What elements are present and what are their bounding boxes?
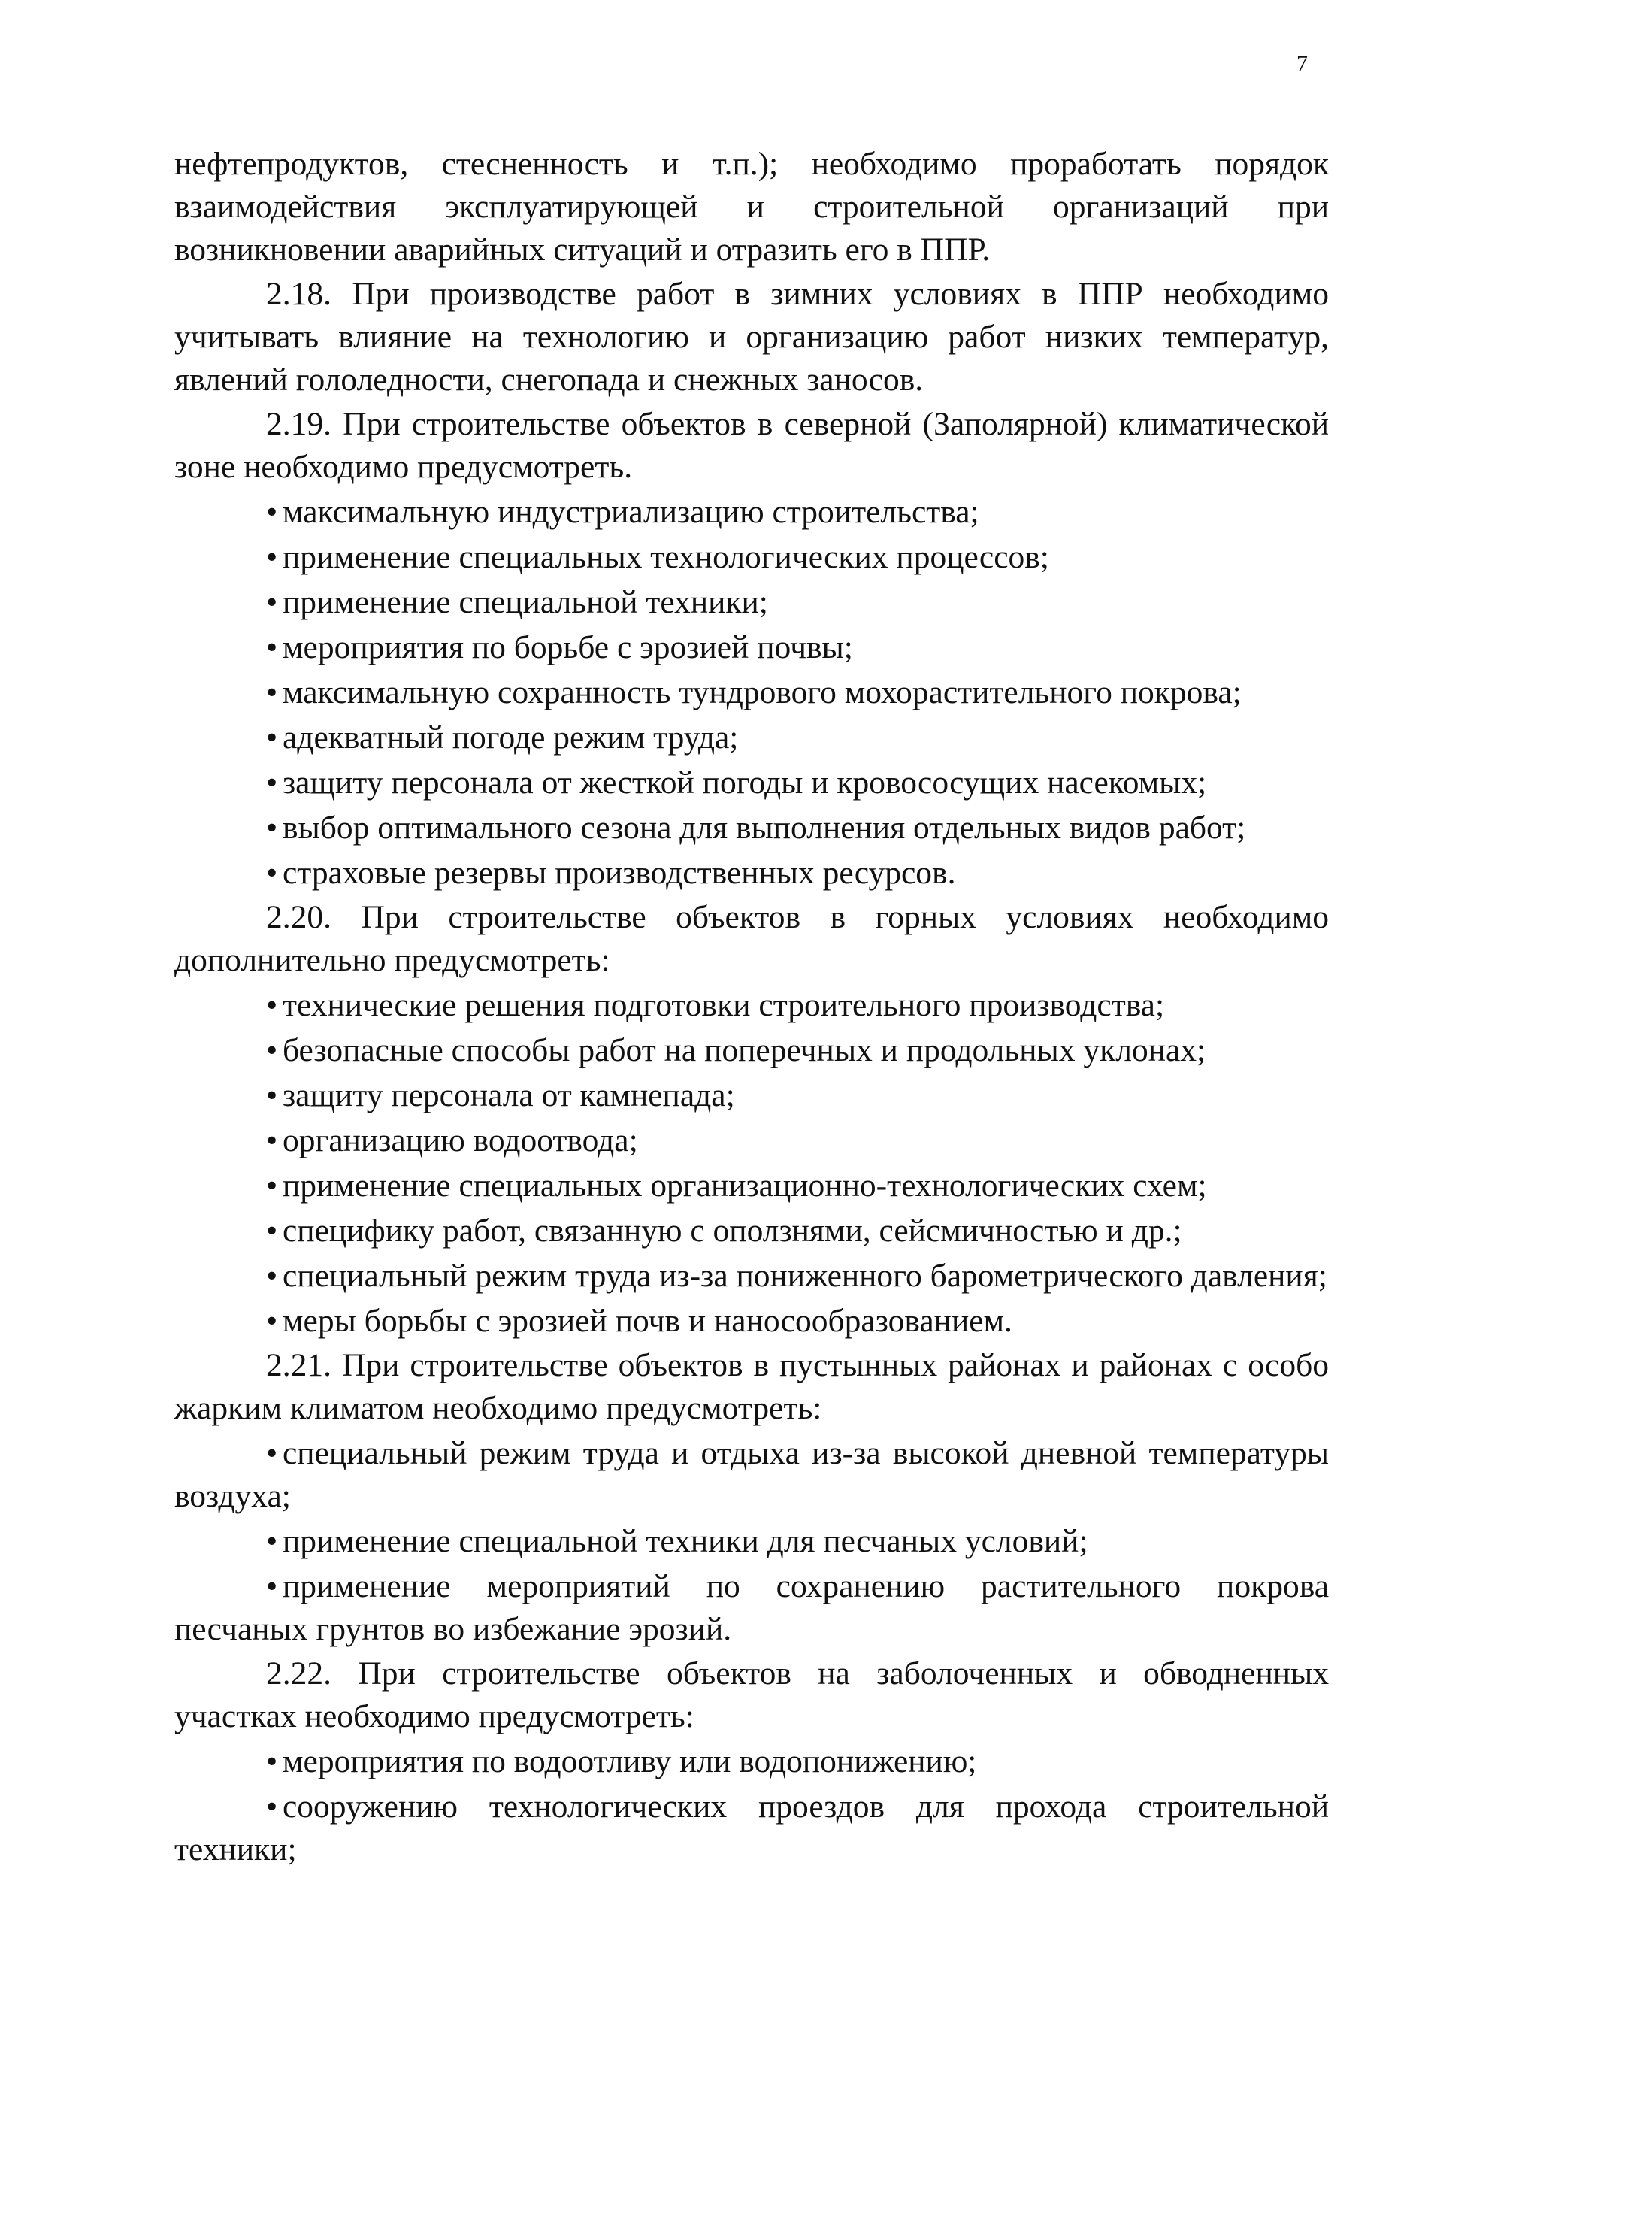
bullet-icon: • [266, 1032, 278, 1068]
bullet-icon: • [266, 1213, 278, 1249]
bullet-icon: • [266, 1743, 278, 1779]
bullet-icon: • [266, 1258, 278, 1294]
list-item: • максимальную индустриализацию строительства; [174, 491, 1329, 534]
list-item: • сооружению технологических проездов для прохода строительной техники; [174, 1785, 1329, 1871]
list-item: • безопасные способы работ на поперечных и продольных уклонах; [174, 1029, 1329, 1072]
bullet-icon: • [266, 855, 278, 891]
bullet-icon: • [266, 1168, 278, 1204]
bullet-icon: • [266, 629, 278, 665]
bullet-icon: • [266, 810, 278, 846]
section-text: При строительстве объектов в северной (Заполярной) климатической зоне необходимо предусмотреть. [174, 406, 1329, 485]
list-item: • специальный режим труда и отдыха из-за высокой дневной температуры воздуха; [174, 1432, 1329, 1518]
section-text: При производстве работ в зимних условиях в ППР необходимо учитывать влияние на технологию и организацию работ низких температур, явлений гололедности, снегопада и снежных заносов. [174, 276, 1329, 398]
list-item: • выбор оптимального сезона для выполнения отдельных видов работ; [174, 807, 1329, 850]
section-number: 2.18. [266, 276, 331, 312]
list-item: • защиту персонала от жесткой погоды и кровососущих насекомых; [174, 762, 1329, 804]
list-item: • защиту персонала от камнепада; [174, 1074, 1329, 1117]
list-item: • специфику работ, связанную с оползнями, сейсмичностью и др.; [174, 1210, 1329, 1252]
bullet-icon: • [266, 987, 278, 1023]
list-item: • мероприятия по водоотливу или водопонижению; [174, 1740, 1329, 1783]
bullet-icon: • [266, 719, 278, 756]
bullet-icon: • [266, 765, 278, 801]
section-2-22 [174, 1652, 1329, 1871]
section-2-19 [174, 403, 1329, 895]
section-2-18 [174, 273, 1329, 401]
list-item: • максимальную сохранность тундрового мохорастительного покрова; [174, 671, 1329, 714]
list-item: • применение специальной техники; [174, 581, 1329, 624]
list-item: • организацию водоотвода; [174, 1119, 1329, 1162]
list-item: • страховые резервы производственных ресурсов. [174, 852, 1329, 895]
section-2-21 [174, 1344, 1329, 1651]
list-item: • меры борьбы с эрозией почв и наносообразованием. [174, 1300, 1329, 1343]
section-number: 2.19. [266, 406, 331, 442]
intro-paragraph: нефтепродуктов, стесненность и т.п.); необходимо проработать порядок взаимодействия эксплуатирующей и строительной организаций при возникновении аварийных ситуаций и отразить его в ППР. [174, 146, 1329, 268]
section-number: 2.21. [266, 1347, 331, 1383]
bullet-icon: • [266, 1122, 278, 1158]
section-paragraph [174, 273, 1329, 401]
list-item: • применение мероприятий по сохранению растительного покрова песчаных грунтов во избежание эрозий. [174, 1565, 1329, 1651]
bullet-icon: • [266, 1568, 278, 1604]
page-number: 7 [1296, 51, 1308, 76]
section-paragraph [174, 403, 1329, 489]
section-number: 2.22. [266, 1655, 331, 1692]
section-text: При строительстве объектов на заболоченных и обводненных участках необходимо предусмотреть: [174, 1655, 1330, 1734]
list-item: • технические решения подготовки строительного производства; [174, 984, 1329, 1027]
section-2-20 [174, 896, 1329, 1343]
list-item: • специальный режим труда из-за пониженного барометрического давления; [174, 1255, 1329, 1298]
bullet-icon: • [266, 1435, 278, 1471]
bullet-icon: • [266, 584, 278, 620]
list-item: • применение специальных технологических процессов; [174, 536, 1329, 579]
bullet-icon: • [266, 1303, 278, 1339]
section-number: 2.20. [266, 899, 331, 935]
section-text: При строительстве объектов в горных условиях необходимо дополнительно предусмотреть: [174, 899, 1330, 978]
list-item: • применение специальных организационно-технологических схем; [174, 1165, 1329, 1207]
bullet-icon: • [266, 1077, 278, 1113]
list-item: • адекватный погоде режим труда; [174, 716, 1329, 759]
bullet-icon: • [266, 1523, 278, 1559]
bullet-icon: • [266, 674, 278, 710]
list-item: • применение специальной техники для песчаных условий; [174, 1520, 1329, 1563]
section-paragraph [174, 1652, 1329, 1738]
list-item: • мероприятия по борьбе с эрозией почвы; [174, 626, 1329, 669]
section-paragraph [174, 1344, 1329, 1430]
bullet-icon: • [266, 1788, 278, 1825]
section-text: При строительстве объектов в пустынных районах и районах с особо жарким климатом необходимо предусмотреть: [174, 1347, 1330, 1426]
document-body [174, 143, 1329, 1871]
section-paragraph [174, 896, 1329, 982]
bullet-icon: • [266, 494, 278, 530]
bullet-icon: • [266, 539, 278, 575]
